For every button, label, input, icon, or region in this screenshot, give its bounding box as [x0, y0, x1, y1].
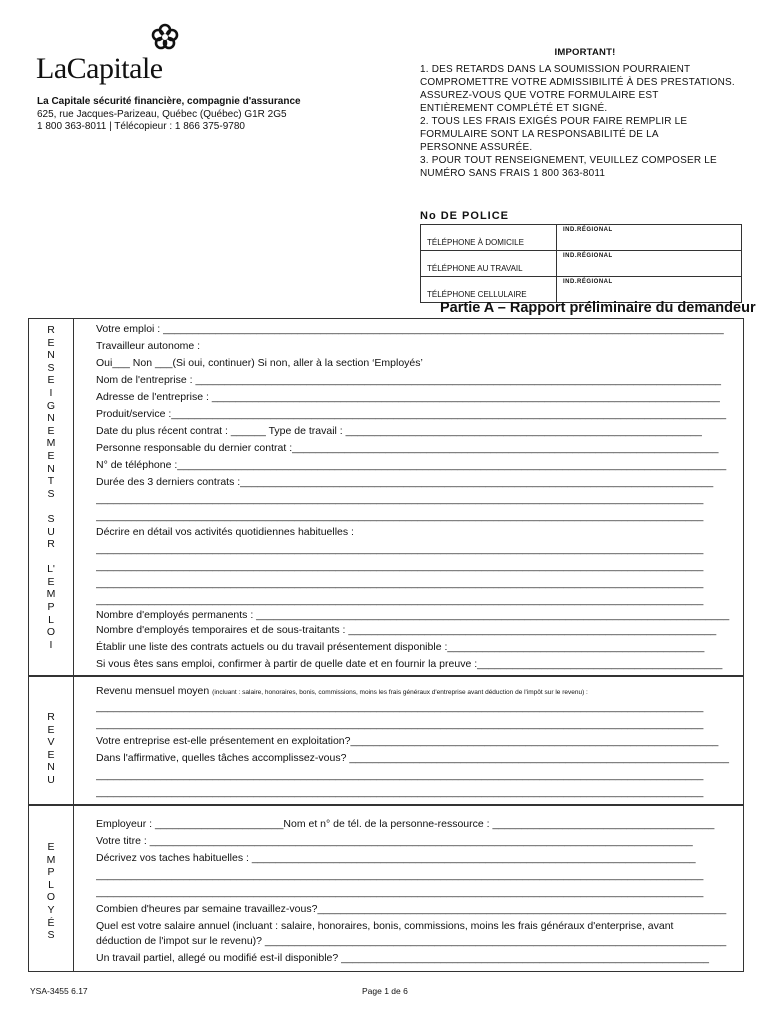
section-employes	[28, 804, 744, 972]
phone-row	[421, 225, 742, 251]
form-field-line[interactable]: Durée des 3 derniers contrats :_________________________________________________________________________________	[96, 476, 714, 488]
form-field-line[interactable]: Travailleur autonome :	[96, 340, 201, 352]
phone-home-label: TÉLÉPHONE À DOMICILE	[421, 225, 557, 251]
form-field-line[interactable]: Nom de l'entreprise : __________________________________________________________________________________________	[96, 374, 722, 386]
form-field-line[interactable]: Date du plus récent contrat : ______ Type de travail : _____________________________________________________________	[96, 425, 702, 437]
form-field-line[interactable]: ________________________________________________________________________________________________________	[96, 701, 704, 713]
side-column	[29, 676, 74, 805]
phone-cell-label: TÉLÉPHONE CELLULAIRE	[421, 277, 557, 303]
form-code: YSA-3455 6.17	[30, 986, 88, 996]
form-field-line[interactable]: ________________________________________________________________________________________________________	[96, 493, 704, 505]
company-name: La Capitale sécurité financière, compagnie d'assurance	[37, 96, 301, 107]
form-field-line[interactable]: ________________________________________________________________________________________________________	[96, 786, 704, 798]
revenu-title-line	[96, 685, 733, 697]
important-line: NUMÉRO SANS FRAIS 1 800 363-8011	[420, 168, 606, 179]
form-field-line[interactable]: ________________________________________________________________________________________________________	[96, 886, 704, 898]
side-label: E M P L O Y É S	[46, 841, 56, 942]
phone-cell-field[interactable]: IND.RÉGIONAL	[557, 277, 742, 303]
part-title: Partie A – Rapport préliminaire du demandeur	[440, 300, 756, 316]
important-line: 2. TOUS LES FRAIS EXIGÉS POUR FAIRE REMPLIR LE	[420, 116, 688, 127]
important-line: 1. DES RETARDS DANS LA SOUMISSION POURRAIENT	[420, 64, 691, 75]
side-label: R E V E N U	[47, 711, 55, 786]
company-address: 625, rue Jacques-Parizeau, Québec (Québec) G1R 2G5	[37, 108, 287, 120]
side-column	[29, 319, 74, 676]
phone-row	[421, 251, 742, 277]
form-field-line[interactable]: Un travail partiel, allegé ou modifié est-il disponible? _______________________________________________________________	[96, 952, 710, 964]
form-field-line[interactable]: Votre titre : _____________________________________________________________________________________________	[96, 835, 693, 847]
form-field-line[interactable]: Décrivez vos taches habituelles : ____________________________________________________________________________	[96, 852, 696, 864]
revenu-title: Revenu mensuel moyen	[96, 685, 210, 697]
form-field-line[interactable]: Établir une liste des contrats actuels ou du travail présentement disponible :____________________________________________	[96, 641, 705, 653]
form-field-line[interactable]: Votre emploi : ________________________________________________________________________________________________	[96, 323, 724, 335]
form-field-line[interactable]: Votre entreprise est-elle présentement en exploitation?_______________________________________________________________	[96, 735, 719, 747]
form-field-line[interactable]: ________________________________________________________________________________________________________	[96, 543, 704, 555]
important-title: IMPORTANT!	[554, 47, 616, 58]
form-field-line[interactable]: ________________________________________________________________________________________________________	[96, 560, 704, 572]
form-field-line[interactable]: ________________________________________________________________________________________________________	[96, 510, 704, 522]
form-field-line[interactable]: N° de téléphone :______________________________________________________________________________________________	[96, 459, 727, 471]
phone-table	[420, 224, 742, 303]
company-info	[37, 96, 301, 134]
logo	[36, 26, 163, 86]
form-field-line[interactable]: Quel est votre salaire annuel (incluant : salaire, honoraires, bonis, commissions, moins les frais généraux d'enterprise, avant	[96, 920, 674, 932]
side-column	[29, 805, 74, 971]
important-line: ASSUREZ-VOUS QUE VOTRE FORMULAIRE EST	[420, 90, 659, 101]
important-line: 3. POUR TOUT RENSEIGNEMENT, VEUILLEZ COMPOSER LE	[420, 155, 717, 166]
important-line: PERSONNE ASSURÉE.	[420, 142, 533, 153]
form-field-line[interactable]: Nombre d'employés temporaires et de sous-traitants : _______________________________________________________________	[96, 624, 717, 636]
form-field-line[interactable]: Oui___ Non ___(Si oui, continuer) Si non, aller à la section ‘Employés’	[96, 357, 423, 369]
form-field-line[interactable]: ________________________________________________________________________________________________________	[96, 769, 704, 781]
policy-number-label: No DE POLICE	[420, 210, 510, 222]
page-number: Page 1 de 6	[362, 986, 408, 996]
form-field-line[interactable]: ________________________________________________________________________________________________________	[96, 594, 704, 606]
important-notice	[420, 46, 750, 180]
important-line: FORMULAIRE SONT LA RESPONSABILITÉ DE LA	[420, 129, 659, 140]
phone-home-field[interactable]: IND.RÉGIONAL	[557, 225, 742, 251]
section-renseignements	[28, 318, 744, 677]
phone-work-label: TÉLÉPHONE AU TRAVAIL	[421, 251, 557, 277]
form-field-line[interactable]: ________________________________________________________________________________________________________	[96, 718, 704, 730]
form-field-line[interactable]: Dans l'affirmative, quelles tâches accomplissez-vous? _________________________________________________________________	[96, 752, 729, 764]
form-field-line[interactable]: Employeur : ______________________Nom et n° de tél. de la personne-ressource : ______________________________________	[96, 818, 715, 830]
form-field-line[interactable]: déduction de l'impot sur le revenu)? _______________________________________________________________________________	[96, 935, 727, 947]
logo-text: LaCapitale	[36, 52, 163, 85]
section-revenu	[28, 675, 744, 806]
form-field-line[interactable]: Combien d'heures par semaine travaillez-vous?______________________________________________________________________	[96, 903, 727, 915]
form-field-line[interactable]: Produit/service :_______________________________________________________________________________________________	[96, 408, 727, 420]
side-label: R E N S E I G N E M E N T S S U R L' E M P L O I	[46, 324, 56, 651]
form-field-line[interactable]: ________________________________________________________________________________________________________	[96, 869, 704, 881]
form-field-line[interactable]: Personne responsable du dernier contrat :_________________________________________________________________________	[96, 442, 719, 454]
phone-work-field[interactable]: IND.RÉGIONAL	[557, 251, 742, 277]
important-line: ENTIÈREMENT COMPLÉTÉ ET SIGNÉ.	[420, 103, 608, 114]
form-field-line[interactable]: ________________________________________________________________________________________________________	[96, 577, 704, 589]
form-field-line[interactable]: Décrire en détail vos activités quotidiennes habituelles :	[96, 526, 354, 538]
important-line: COMPROMETTRE VOTRE ADMISSIBILITÉ À DES PRESTATIONS.	[420, 77, 735, 88]
form-field-line[interactable]: Si vous êtes sans emploi, confirmer à partir de quelle date et en fournir la preuve :__________________________________________	[96, 658, 723, 670]
phone-row	[421, 277, 742, 303]
revenu-note: (incluant : salaire, honoraires, bonis, commissions, moins les frais généraux d'entreprise avant déduction de l'impôt sur le revenu) :	[212, 689, 588, 696]
company-phone: 1 800 363-8011 | Télécopieur : 1 866 375-9780	[37, 121, 245, 132]
flower-logo-icon	[150, 22, 180, 52]
form-field-line[interactable]: Adresse de l'entreprise : _______________________________________________________________________________________	[96, 391, 720, 403]
form-field-line[interactable]: Nombre d'employés permanents : _________________________________________________________________________________	[96, 609, 730, 621]
